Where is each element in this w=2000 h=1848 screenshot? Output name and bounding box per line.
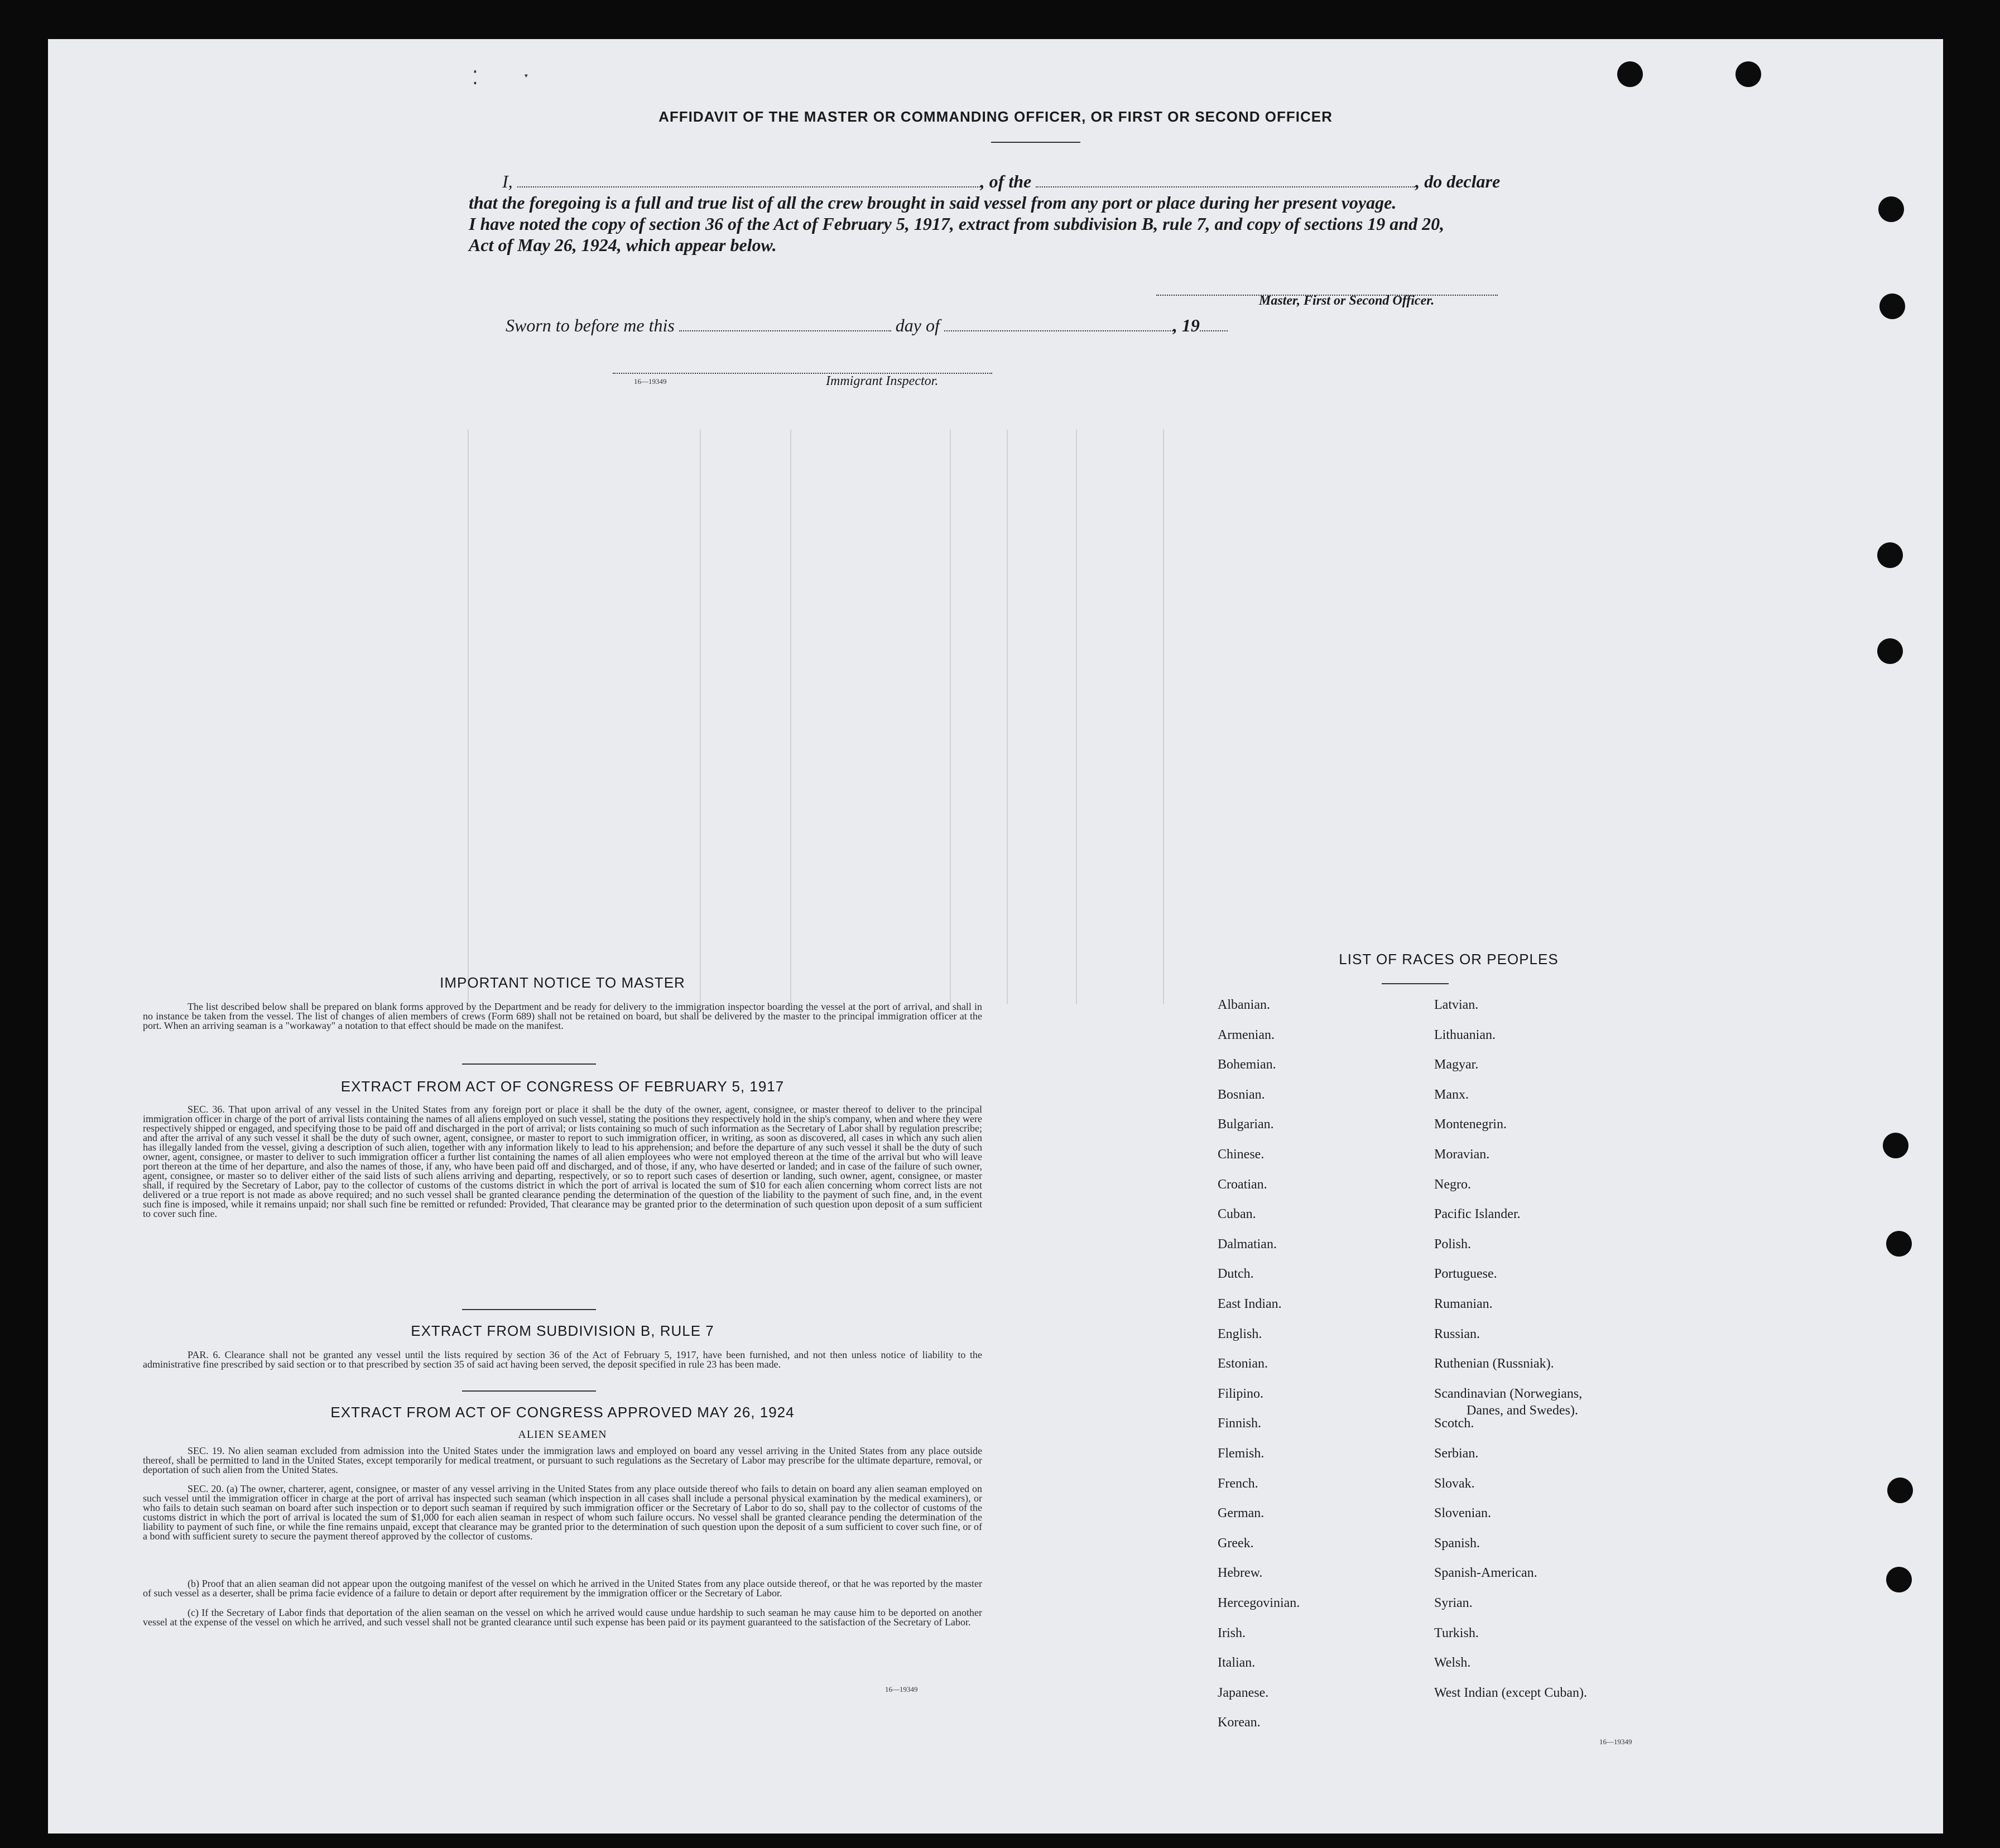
rule7-text: PAR. 6. Clearance shall not be granted any vessel until the lists required by section 36 of the Act of February 5, 1917, have been furnished, and not then unless notice of liability to the administrative fine prescribed by said section or to that prescribed by section 35 of said act having been served, the deposit specified in rule 23 has been made. bbox=[143, 1349, 982, 1370]
column-rule bbox=[700, 430, 701, 1004]
declaration-line-3: I have noted the copy of section 36 of the Act of February 5, 1917, extract from subdivision B, rule 7, and copy of sections 19 and 20, bbox=[469, 214, 1445, 234]
declaration-do-declare: , do declare bbox=[1415, 171, 1501, 191]
race-item: Bohemian. bbox=[1218, 1057, 1276, 1072]
declaration-line-2: that the foregoing is a full and true list of all the crew brought in said vessel from any port or place during her present voyage. bbox=[469, 192, 1397, 213]
sworn-text: Sworn to before me this bbox=[506, 315, 675, 335]
punch-hole-right-7 bbox=[1887, 1478, 1913, 1503]
alien-seamen-subtitle: ALIEN SEAMEN bbox=[518, 1428, 607, 1441]
race-item: French. bbox=[1218, 1476, 1258, 1491]
race-item: Portuguese. bbox=[1434, 1267, 1497, 1282]
column-rule bbox=[1163, 430, 1164, 1004]
race-item: Magyar. bbox=[1434, 1057, 1479, 1072]
column-rule bbox=[1076, 430, 1077, 1004]
race-item: Flemish. bbox=[1218, 1446, 1265, 1461]
punch-hole-right-6 bbox=[1886, 1231, 1912, 1257]
divider bbox=[462, 1309, 596, 1310]
year-prefix: , 19 bbox=[1172, 315, 1200, 335]
race-item: Pacific Islander. bbox=[1434, 1207, 1521, 1222]
race-item: Spanish. bbox=[1434, 1536, 1480, 1551]
race-item: Ruthenian (Russniak). bbox=[1434, 1356, 1554, 1371]
column-rule bbox=[790, 430, 791, 1004]
speck-mark: ⁚ bbox=[472, 67, 478, 89]
declaration-line-4: Act of May 26, 1924, which appear below. bbox=[469, 235, 777, 255]
race-item: Lithuanian. bbox=[1434, 1027, 1496, 1042]
document-page bbox=[48, 39, 1943, 1833]
notice-text: The list described below shall be prepared on blank forms approved by the Department and be ready for delivery to the immigration inspector boarding the vessel at the port of arrival, and shall in no instance be taken from the vessel. The list of changes of alien members of crews (Form 689) shall not be retained on board, but shall be delivered by the master to the principal immigration officer at the port. When an arriving seaman is a "workaway" a notation to that effect should be made on the manifest. bbox=[143, 1001, 982, 1031]
race-item: Bulgarian. bbox=[1218, 1117, 1274, 1132]
race-item: Welsh. bbox=[1434, 1656, 1471, 1671]
sec19-text: SEC. 19. No alien seaman excluded from admission into the United States under the immigration laws and employed on board any vessel arriving in the United States from any place outside thereof, shall be permitted to land in the United States, except temporarily for medical treatment, or pursuant to such regulations as the Secretary of Labor may prescribe for the ultimate departure, removal, or deportation of such alien from the United States. bbox=[143, 1445, 982, 1475]
sec20a-text: SEC. 20. (a) The owner, charterer, agent, consignee, or master of any vessel arriving in the United States from any place outside thereof who fails to detain on board any alien seaman employed on such vessel until the immigration officer in charge at the port of arrival has inspected such seaman (which inspection in all cases shall include a personal physical examination by the medical examiners), or who fails to detain such seaman on board after such inspection or to deport such seaman if required by such immigration officer or the Secretary of Labor to do so, shall pay to the collector of customs of the customs district in which the port of arrival is located the sum of $1,000 for each alien seaman in respect of whom such failure occurs. No vessel shall be granted clearance pending the determination of the liability to payment of such fine, or while the fine remains unpaid, except that clearance may be granted prior to the determination of such question upon the deposit of a sum sufficient to cover such fine, or of a bond with sufficient surety to secure the payment thereof approved by the collector of customs. bbox=[143, 1483, 982, 1542]
race-item: English. bbox=[1218, 1326, 1262, 1341]
declaration-of-the: , of the bbox=[980, 171, 1032, 191]
punch-hole-right-3 bbox=[1877, 542, 1903, 568]
race-item: Scotch. bbox=[1434, 1416, 1474, 1431]
race-item: Montenegrin. bbox=[1434, 1117, 1507, 1132]
column-rule bbox=[1007, 430, 1008, 1004]
race-item: Estonian. bbox=[1218, 1356, 1268, 1371]
race-item: East Indian. bbox=[1218, 1297, 1282, 1311]
race-item: Polish. bbox=[1434, 1236, 1472, 1252]
race-item: Dalmatian. bbox=[1218, 1236, 1277, 1252]
race-item: Finnish. bbox=[1218, 1416, 1262, 1431]
speck-mark: ˑ bbox=[523, 67, 530, 89]
race-item: Albanian. bbox=[1218, 998, 1270, 1012]
form-number-races: 16—19349 bbox=[1599, 1738, 1632, 1746]
race-item: Manx. bbox=[1434, 1087, 1469, 1102]
race-item: Chinese. bbox=[1218, 1147, 1265, 1162]
sworn-month-field[interactable] bbox=[944, 325, 1173, 331]
race-item: Irish. bbox=[1218, 1625, 1246, 1640]
extract-1924-title: EXTRACT FROM ACT OF CONGRESS APPROVED MAY 26, 1924 bbox=[330, 1404, 795, 1421]
punch-hole-right-2 bbox=[1879, 293, 1905, 319]
declaration-i: I, bbox=[502, 171, 513, 191]
race-item: German. bbox=[1218, 1506, 1265, 1521]
race-item: Latvian. bbox=[1434, 998, 1479, 1012]
punch-hole-right-5 bbox=[1883, 1133, 1908, 1158]
race-item: Italian. bbox=[1218, 1656, 1256, 1671]
races-underline bbox=[1382, 983, 1449, 984]
race-item: Greek. bbox=[1218, 1536, 1254, 1551]
divider bbox=[462, 1390, 596, 1392]
races-title: LIST OF RACES OR PEOPLES bbox=[1339, 951, 1559, 968]
race-item: Moravian. bbox=[1434, 1147, 1490, 1162]
title-underline bbox=[991, 142, 1080, 143]
sworn-day-field[interactable] bbox=[679, 325, 891, 331]
column-rule bbox=[950, 430, 951, 1004]
declaration-line-1 bbox=[469, 171, 1574, 192]
race-item: Croatian. bbox=[1218, 1177, 1267, 1192]
form-number-bottom-left: 16—19349 bbox=[885, 1685, 918, 1693]
race-item: Danes, and Swedes). bbox=[1467, 1403, 1578, 1418]
race-item: Slovak. bbox=[1434, 1476, 1475, 1491]
race-item: Spanish-American. bbox=[1434, 1566, 1537, 1581]
race-item: Rumanian. bbox=[1434, 1297, 1493, 1311]
inspector-signature-line[interactable] bbox=[613, 367, 992, 374]
race-item: Armenian. bbox=[1218, 1027, 1275, 1042]
extract-1917-title: EXTRACT FROM ACT OF CONGRESS OF FEBRUARY 5, 1917 bbox=[340, 1078, 785, 1095]
punch-hole-right-8 bbox=[1886, 1567, 1912, 1592]
race-item: Slovenian. bbox=[1434, 1506, 1491, 1521]
race-item: Korean. bbox=[1218, 1715, 1261, 1730]
punch-hole-right-4 bbox=[1877, 638, 1903, 664]
sec20c-text: (c) If the Secretary of Labor finds that deportation of the alien seaman on the vessel on which he arrived would cause undue hardship to such seaman he may cause him to be deported on another vessel at the expense of the vessel on which he arrived, and such vessel shall not be granted clearance until such expense has been paid or its payment guaranteed to the satisfaction of the Secretary of Labor. bbox=[143, 1607, 982, 1628]
race-item: Cuban. bbox=[1218, 1207, 1256, 1222]
race-item: Japanese. bbox=[1218, 1685, 1269, 1700]
race-item: Turkish. bbox=[1434, 1625, 1479, 1640]
name-field[interactable] bbox=[517, 181, 980, 187]
master-label: Master, First or Second Officer. bbox=[1259, 293, 1435, 308]
form-number-top: 16—19349 bbox=[634, 377, 667, 386]
race-item: Hercegovinian. bbox=[1218, 1596, 1300, 1610]
race-item: Negro. bbox=[1434, 1177, 1471, 1192]
race-item: West Indian (except Cuban). bbox=[1434, 1685, 1587, 1700]
vessel-field[interactable] bbox=[1036, 181, 1415, 187]
punch-hole-top-2 bbox=[1735, 61, 1761, 87]
inspector-label: Immigrant Inspector. bbox=[826, 374, 939, 388]
race-item: Filipino. bbox=[1218, 1386, 1264, 1401]
punch-hole-right-1 bbox=[1878, 196, 1904, 222]
race-item: Syrian. bbox=[1434, 1596, 1473, 1610]
sworn-line bbox=[506, 315, 1610, 336]
punch-hole-top-1 bbox=[1617, 61, 1643, 87]
race-item: Dutch. bbox=[1218, 1267, 1254, 1282]
divider bbox=[462, 1063, 596, 1065]
affidavit-title: AFFIDAVIT OF THE MASTER OR COMMANDING OFFICER, OR FIRST OR SECOND OFFICER bbox=[658, 108, 1333, 125]
race-item: Serbian. bbox=[1434, 1446, 1479, 1461]
race-item: Russian. bbox=[1434, 1326, 1480, 1341]
race-item: Hebrew. bbox=[1218, 1566, 1263, 1581]
extract-1917-text: SEC. 36. That upon arrival of any vessel in the United States from any foreign port or place it shall be the duty of the owner, agent, consignee, or master thereof to deliver to the principal immigration officer in charge of the port of arrival lists containing the names of all aliens employed on such vessel, stating the positions they respectively hold in the ship's company, when and where they were respectively shipped or engaged, and specifying those to be paid off and discharged in the port of arrival; or lists containing so much of such information as the Secretary of Labor shall by regulation prescribe; and after the arrival of any such vessel it shall be the duty of such owner, agent, consignee, or master to report to such immigration officer, in writing, as soon as discovered, all cases in which any such alien has illegally landed from the vessel, giving a description of such alien, together with any information likely to lead to his apprehension; and before the departure of any such vessel it shall be the duty of such owner, agent, consignee, or master to deliver to such immigration officer a further list containing the names of all alien employees who were not employed thereon at the time of the arrival but who will leave port thereon at the time of her departure, and also the names of those, if any, who have been paid off and discharged, and of those, if any, who have deserted or landed; and in case of the failure of such owner, agent, consignee, or master so to deliver either of the said lists of such aliens arriving and departing, respectively, or so to report such cases of desertion or landing, such owner, agent, consignee, or master shall, if required by the Secretary of Labor, pay to the collector of customs of the customs district in which the port of arrival is located the sum of $10 for each alien concerning whom correct lists are not delivered or a true report is not made as above required; and no such vessel shall be granted clearance pending the determination of the question of the liability to the payment of such fine, and, in the event such fine is imposed, while it remains unpaid; nor shall such fine be remitted or refunded: Provided, That clearance may be granted prior to the determination of such question upon deposit of a sum sufficient to cover such fine. bbox=[143, 1104, 982, 1219]
sec20b-text: (b) Proof that an alien seaman did not appear upon the outgoing manifest of the vessel on which he arrived in the United States from any place outside thereof, or that he was reported by the master of such vessel as a deserter, shall be prima facie evidence of a failure to detain or deport after requirement by the immigration officer or the Secretary of Labor. bbox=[143, 1578, 982, 1599]
race-item: Scandinavian (Norwegians, bbox=[1434, 1386, 1583, 1401]
day-of-text: day of bbox=[895, 315, 940, 335]
notice-title: IMPORTANT NOTICE TO MASTER bbox=[440, 974, 685, 991]
sworn-year-field[interactable] bbox=[1200, 325, 1228, 331]
column-rule bbox=[468, 430, 469, 1004]
rule7-title: EXTRACT FROM SUBDIVISION B, RULE 7 bbox=[411, 1322, 714, 1339]
race-item: Bosnian. bbox=[1218, 1087, 1265, 1102]
